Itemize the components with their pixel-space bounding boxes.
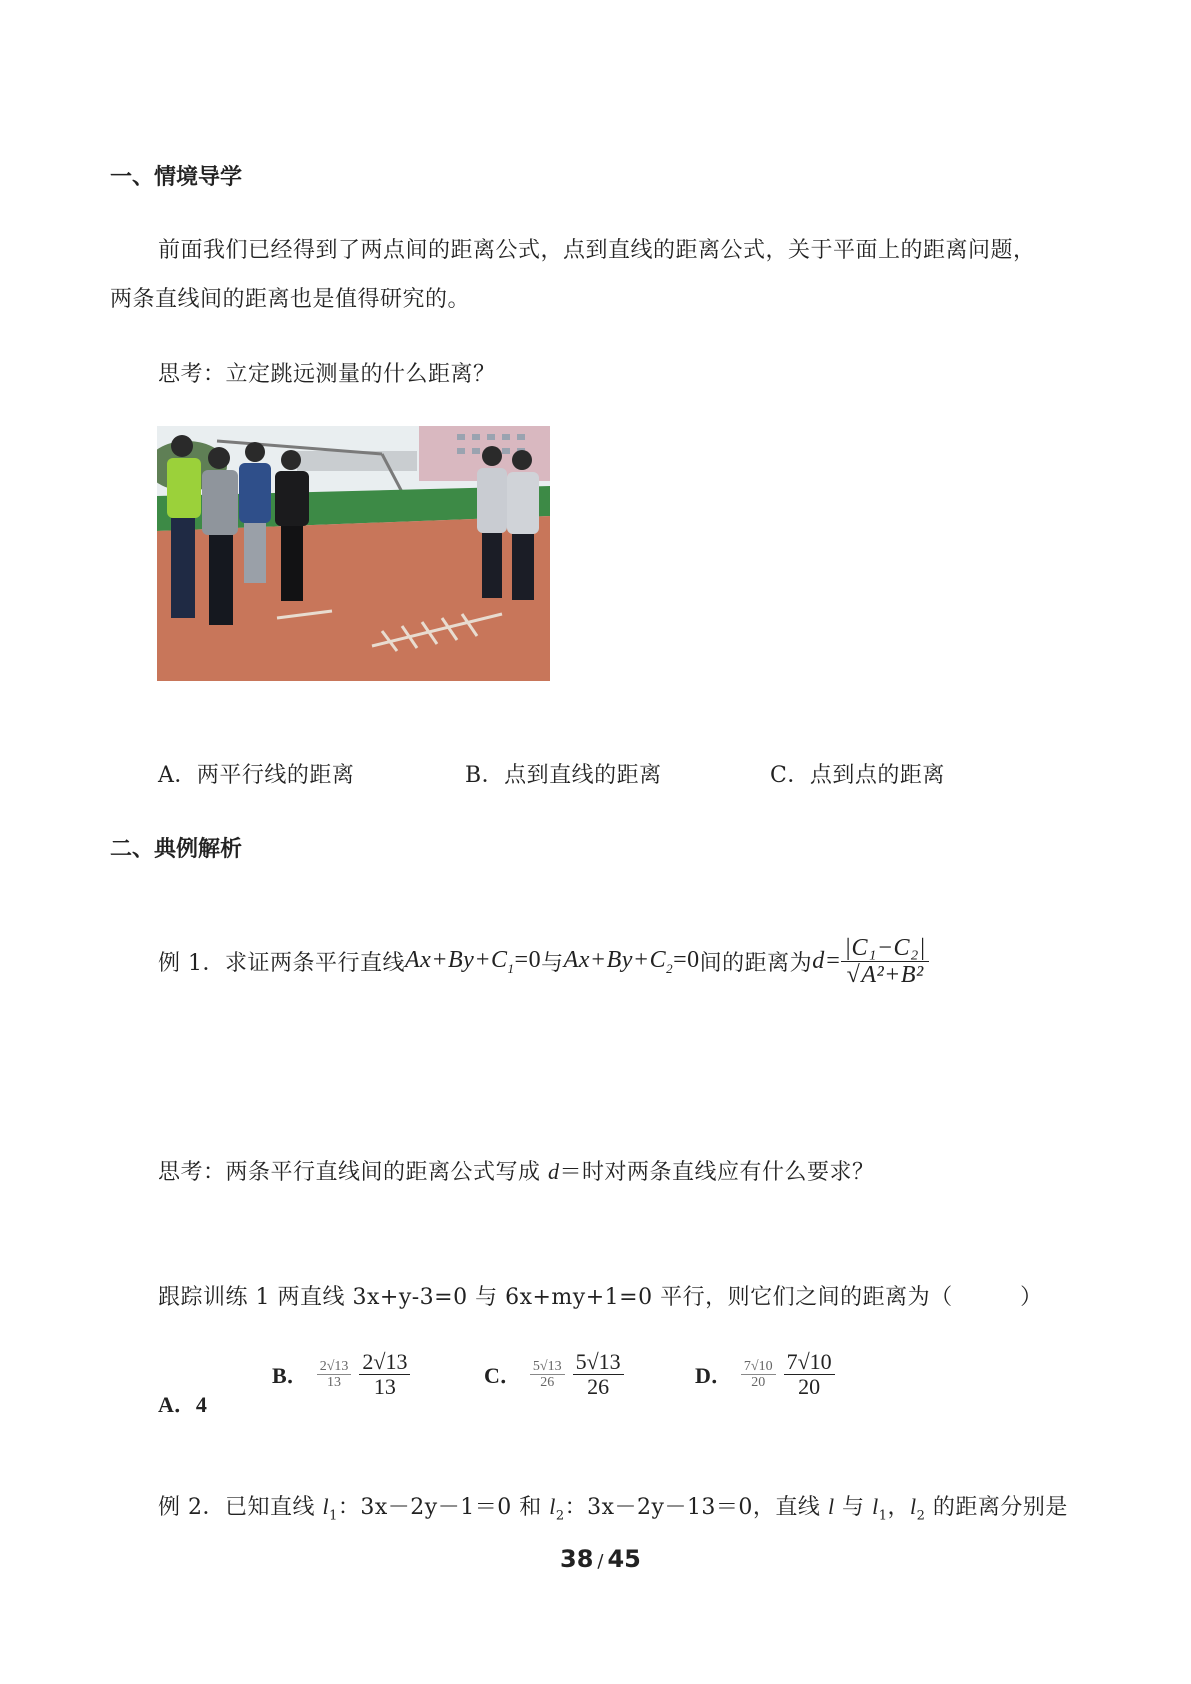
intro-paragraph-line2: 两条直线间的距离也是值得研究的。 [110,287,471,312]
page-number: 38 / 45 [560,1545,641,1573]
line-equation-2: $Ax+By+C_2=0$ [563,946,700,976]
example-1-suffix: 间的距离为 [699,951,813,977]
intro-paragraph-line1: 前面我们已经得到了两点间的距离公式，点到直线的距离公式，关于平面上的距离问题， [158,238,1036,263]
formula-numerator: |C₁−C₂| [841,935,929,962]
choice-b-small-fraction: $\frac{2√13}{13}$ [317,1359,352,1391]
section-heading-1: 一、情境导学 [110,165,243,190]
formula-denominator: √A²+B² [846,962,924,989]
standing-long-jump-photo [157,426,550,681]
choice-d-fraction: $\frac{7√10}{20}$ [784,1350,835,1399]
distance-symbol: d= [812,948,842,975]
option-c: C．点到点的距离 [770,763,945,788]
choice-c-small-fraction: $\frac{5√13}{26}$ [530,1359,565,1391]
option-a: A．两平行线的距离 [158,763,355,788]
line-equation-1: $Ax+By+C_1=0$ [405,946,542,976]
example-1 [158,935,929,989]
choice-d: D． $\frac{7√10}{20}$ $\frac{7√10}{20}$ [695,1350,835,1399]
choice-a: A．4 [158,1392,207,1417]
think-question-1: 思考：立定跳远测量的什么距离？ [158,362,496,387]
practice-question-1: 跟踪训练 1 两直线 3x+y-3=0 与 6x+my+1=0 平行，则它们之间的距离为（ ） [158,1285,1043,1310]
connector-text: 与 [541,951,564,977]
choice-b: B． $\frac{2√13}{13}$ $\frac{2√13}{13}$ [272,1350,410,1399]
choice-c-fraction: $\frac{5√13}{26}$ [573,1350,624,1399]
think-question-2: 思考：两条平行直线间的距离公式写成 d＝时对两条直线应有什么要求？ [158,1159,875,1185]
example-1-prefix: 例 1．求证两条平行直线 [158,951,405,977]
option-b: B．点到直线的距离 [465,763,662,788]
distance-formula [841,935,929,989]
example-2: 例 2．已知直线 $l_1$：3x－2y－1＝0 和 $l_2$：3x－2y－13＝0，直线 l 与 $l_1$，$l_2$ 的距离分别是 [158,1494,1068,1524]
choice-c: C． $\frac{5√13}{26}$ $\frac{5√13}{26}$ [484,1350,624,1399]
choice-d-small-fraction: $\frac{7√10}{20}$ [741,1359,776,1391]
choice-b-fraction: $\frac{2√13}{13}$ [359,1350,410,1399]
section-heading-2: 二、典例解析 [110,837,243,862]
